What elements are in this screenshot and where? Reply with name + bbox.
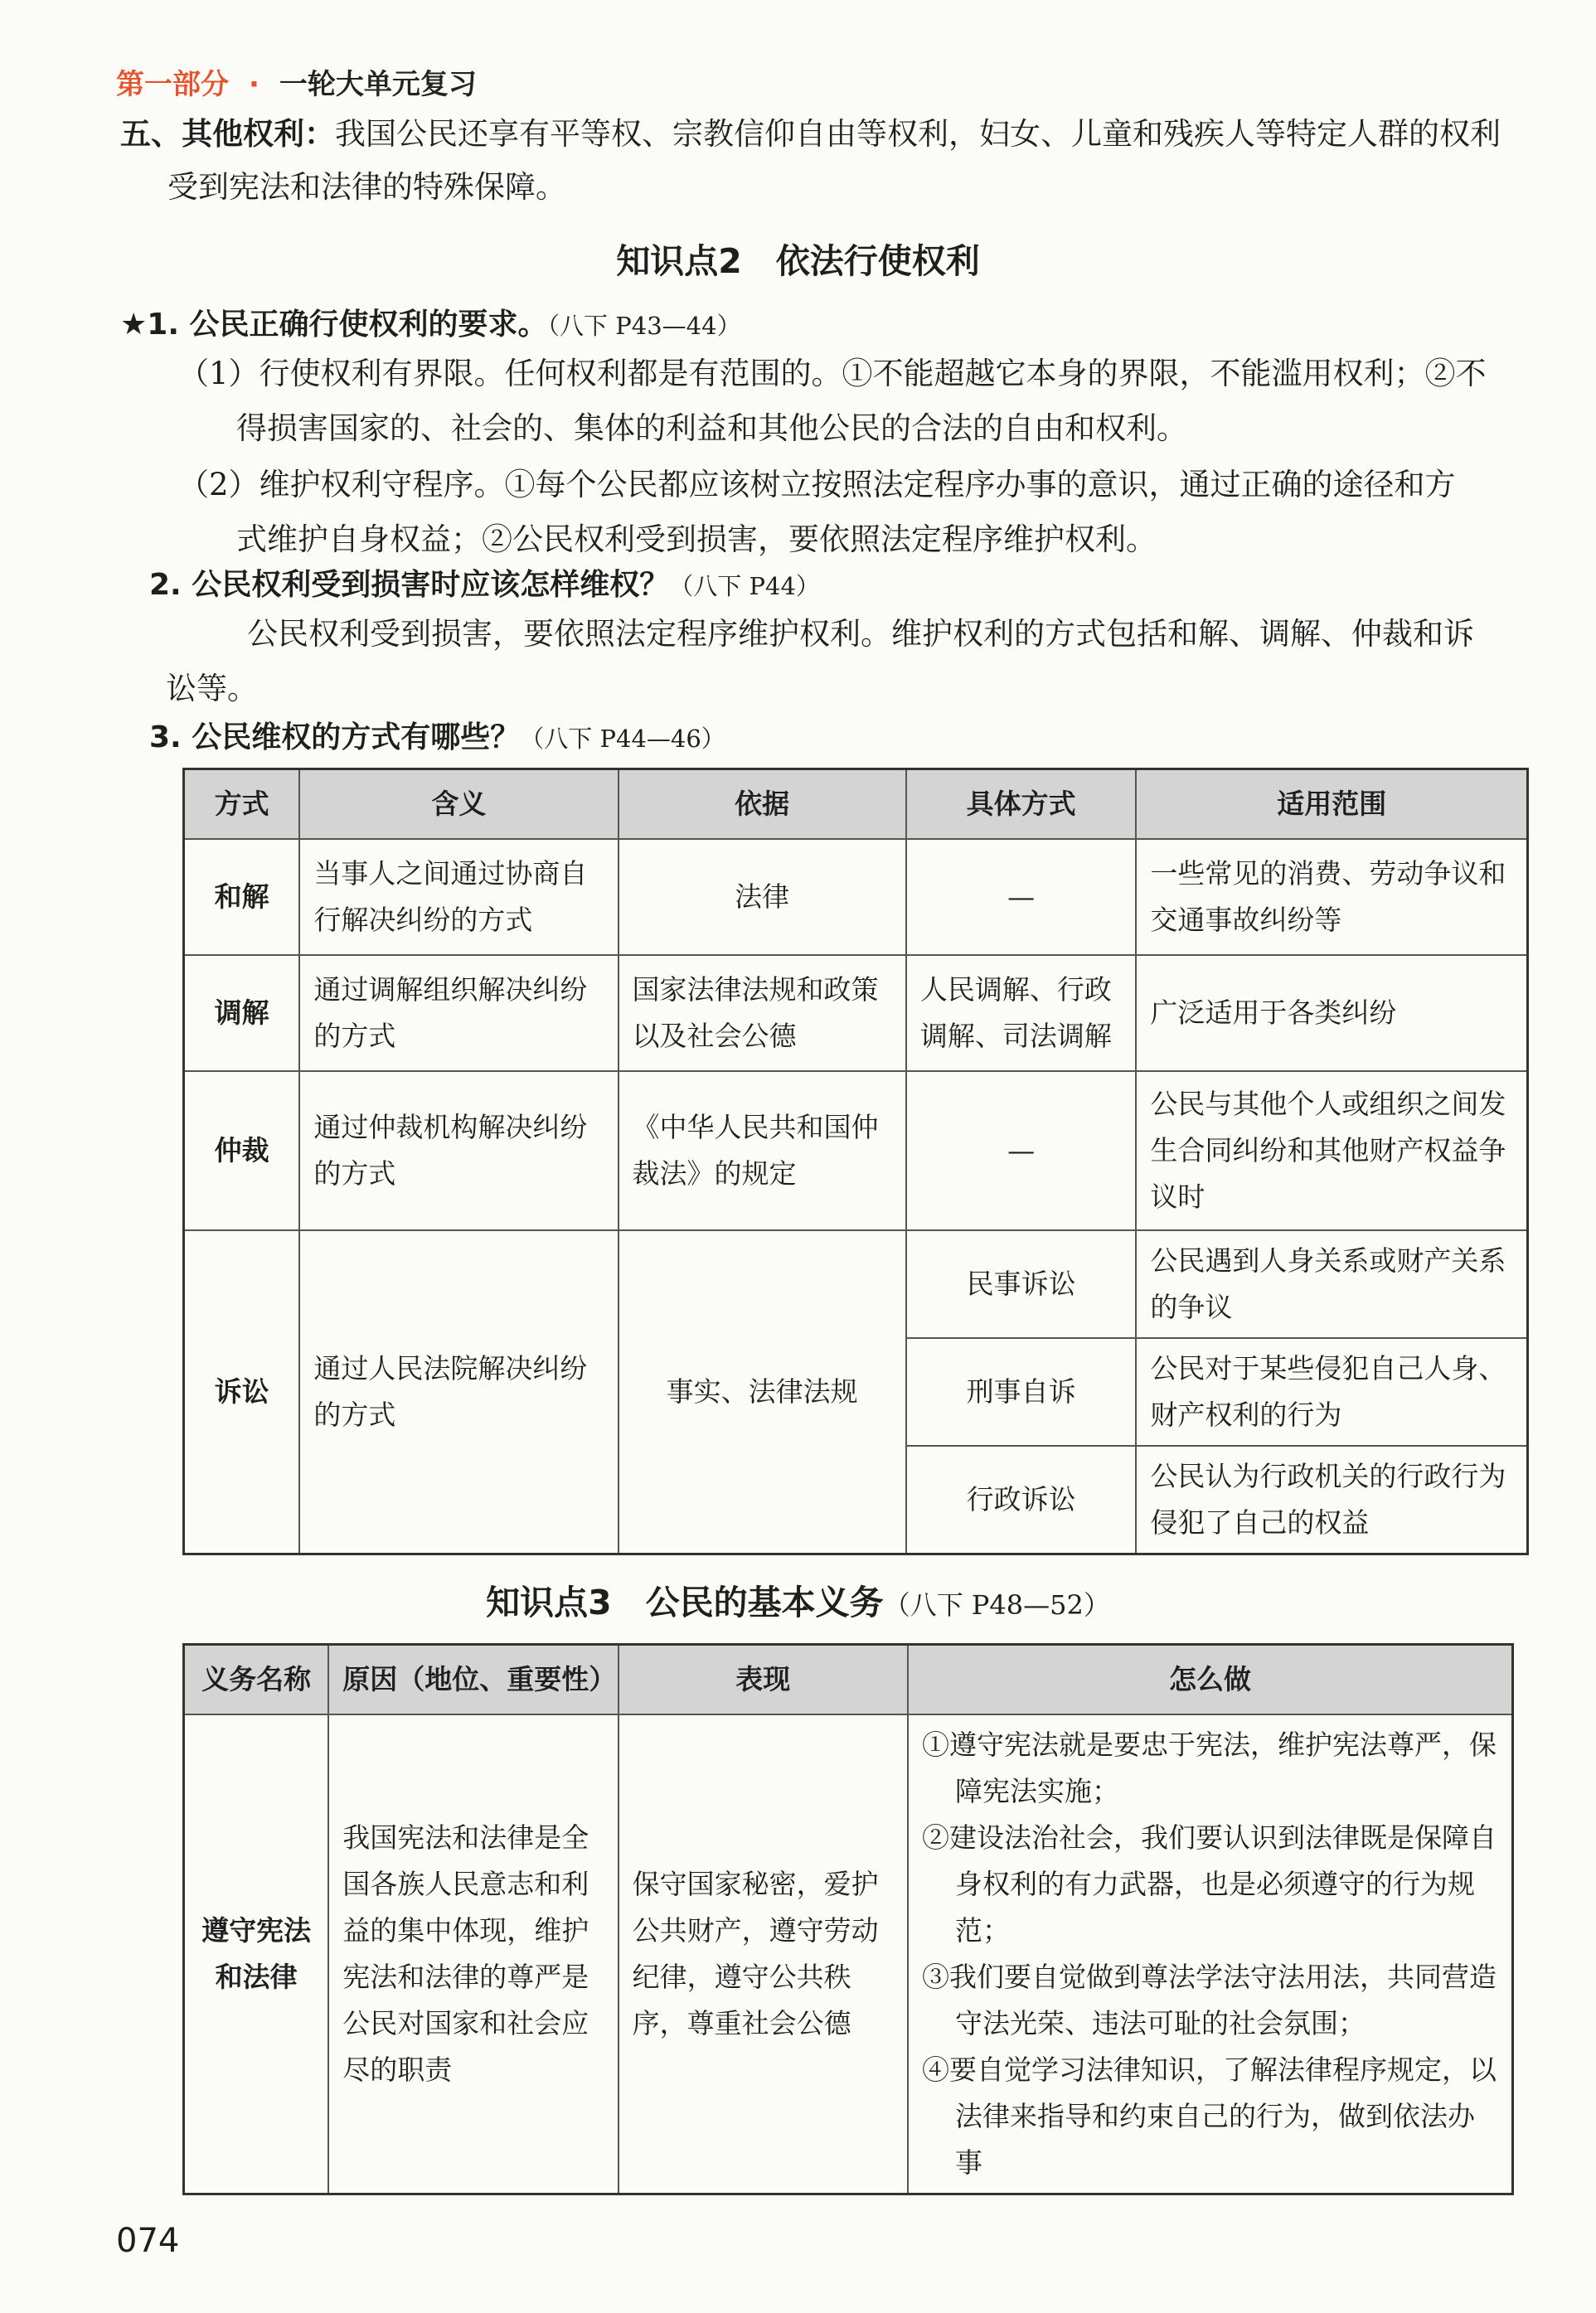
kp3-title-text: 知识点3 公民的基本义务	[486, 1583, 884, 1622]
other-rights-lead: 五、其他权利：	[120, 116, 335, 152]
method-name: 诉讼	[184, 1230, 300, 1554]
method-specific: 民事诉讼	[906, 1230, 1137, 1338]
header-cell: 含义	[299, 769, 618, 840]
question-2-ref: （八下 P44）	[669, 572, 820, 600]
knowledge-point-2-title: 知识点2 依法行使权利	[616, 241, 980, 281]
method-meaning: 通过调解组织解决纠纷的方式	[299, 955, 618, 1071]
method-name: 调解	[184, 955, 300, 1071]
table-row	[184, 1071, 1528, 1230]
how-item: ③我们要自觉做到尊法学法守法用法，共同营造守法光荣、违法可耻的社会氛围；	[921, 1961, 1497, 2039]
method-specific: —	[906, 839, 1137, 955]
method-specific: —	[906, 1071, 1137, 1230]
table-row	[184, 839, 1528, 955]
part-subtitle: 一轮大单元复习	[279, 68, 477, 101]
table-row	[184, 955, 1528, 1071]
question-1-point-2	[178, 458, 1538, 567]
method-name: 和解	[184, 839, 300, 955]
header-cell: 依据	[619, 769, 906, 840]
method-scope: 广泛适用于各类纠纷	[1136, 955, 1527, 1071]
method-basis: 事实、法律法规	[619, 1230, 906, 1554]
running-header	[116, 61, 477, 102]
question-2	[149, 560, 1526, 611]
duty-how	[908, 1714, 1513, 2194]
question-1	[120, 300, 1530, 351]
point-1-line-2: 得损害国家的、社会的、集体的利益和其他公民的合法的自由和权利。	[236, 410, 1187, 446]
header-separator: ·	[249, 68, 260, 101]
other-rights-paragraph	[120, 108, 1530, 214]
method-scope: 公民认为行政机关的行政行为侵犯了自己的权益	[1136, 1446, 1527, 1554]
method-scope: 公民对于某些侵犯自己人身、财产权利的行为	[1136, 1338, 1527, 1446]
header-cell: 怎么做	[908, 1645, 1513, 1715]
kp3-ref: （八下 P48—52）	[883, 1589, 1110, 1621]
other-rights-text-2: 受到宪法和法律的特殊保障。	[167, 169, 566, 205]
method-basis: 《中华人民共和国仲裁法》的规定	[619, 1071, 906, 1230]
answer-line-1: 公民权利受到损害，要依照法定程序维护权利。维护权利的方式包括和解、调解、仲裁和诉	[247, 616, 1474, 652]
rights-methods-table	[182, 768, 1529, 1555]
basic-duties-table	[182, 1643, 1514, 2195]
method-meaning: 当事人之间通过协商自行解决纠纷的方式	[299, 839, 618, 955]
question-1-label: 1. 公民正确行使权利的要求。	[147, 308, 548, 342]
method-scope: 公民与其他个人或组织之间发生合同纠纷和其他财产权益争议时	[1136, 1071, 1527, 1230]
how-item: ④要自觉学习法律知识，了解法律程序规定，以法律来指导和约束自己的行为，做到依法办事	[921, 2054, 1497, 2179]
question-3-label: 3. 公民维权的方式有哪些？	[149, 720, 521, 754]
table-row	[184, 1714, 1513, 2194]
header-cell: 适用范围	[1136, 769, 1527, 840]
how-item: ②建设法治社会，我们要认识到法律既是保障自身权利的有力武器，也是必须遵守的行为规范；	[921, 1821, 1497, 1947]
header-cell: 义务名称	[184, 1645, 329, 1715]
duty-reason: 我国宪法和法律是全国各族人民意志和利益的集中体现，维护宪法和法律的尊严是公民对国家和社会应尽的职责	[328, 1714, 618, 2194]
question-3-ref: （八下 P44—46）	[520, 725, 725, 753]
method-scope: 一些常见的消费、劳动争议和交通事故纠纷等	[1136, 839, 1527, 955]
answer-line-2: 讼等。	[166, 671, 258, 706]
duty-name: 遵守宪法和法律	[184, 1714, 329, 2194]
header-cell: 原因（地位、重要性）	[328, 1645, 618, 1715]
method-meaning: 通过仲裁机构解决纠纷的方式	[299, 1071, 618, 1230]
method-specific: 行政诉讼	[906, 1446, 1137, 1554]
method-name: 仲裁	[184, 1071, 300, 1230]
method-basis: 国家法律法规和政策以及社会公德	[619, 955, 906, 1071]
table-row	[184, 1230, 1528, 1338]
point-2-line-2: 式维护自身权益；②公民权利受到损害，要依照法定程序维护权利。	[236, 521, 1157, 557]
method-scope: 公民遇到人身关系或财产关系的争议	[1136, 1230, 1527, 1338]
question-3	[149, 713, 1526, 764]
page-number: 074	[116, 2222, 180, 2260]
method-meaning: 通过人民法院解决纠纷的方式	[299, 1230, 618, 1554]
header-cell: 具体方式	[906, 769, 1137, 840]
table-header-row	[184, 1645, 1513, 1715]
method-basis: 法律	[619, 839, 906, 955]
method-specific: 刑事自诉	[906, 1338, 1137, 1446]
question-1-point-1	[178, 347, 1538, 456]
part-label: 第一部分	[116, 68, 229, 101]
method-specific: 人民调解、行政调解、司法调解	[906, 955, 1137, 1071]
point-2-line-1: （2）维护权利守程序。①每个公民都应该树立按照法定程序办事的意识，通过正确的途径和方	[178, 467, 1456, 502]
how-item: ①遵守宪法就是要忠于宪法，维护宪法尊严，保障宪法实施；	[921, 1729, 1497, 1807]
knowledge-point-3-title	[0, 1575, 1596, 1624]
other-rights-text-1: 我国公民还享有平等权、宗教信仰自由等权利，妇女、儿童和残疾人等特定人群的权利	[335, 116, 1501, 152]
point-1-line-1: （1）行使权利有界限。任何权利都是有范围的。①不能超越它本身的界限，不能滥用权利；②不	[178, 356, 1487, 391]
question-1-ref: （八下 P43—44）	[547, 312, 741, 340]
header-cell: 方式	[184, 769, 300, 840]
question-2-answer	[166, 607, 1534, 716]
duty-performance: 保守国家秘密，爱护公共财产，遵守劳动纪律，遵守公共秩序，尊重社会公德	[619, 1714, 908, 2194]
table-header-row	[184, 769, 1528, 840]
header-cell: 表现	[619, 1645, 908, 1715]
question-2-label: 2. 公民权利受到损害时应该怎样维权？	[149, 568, 670, 602]
star-icon: ★	[120, 308, 148, 342]
